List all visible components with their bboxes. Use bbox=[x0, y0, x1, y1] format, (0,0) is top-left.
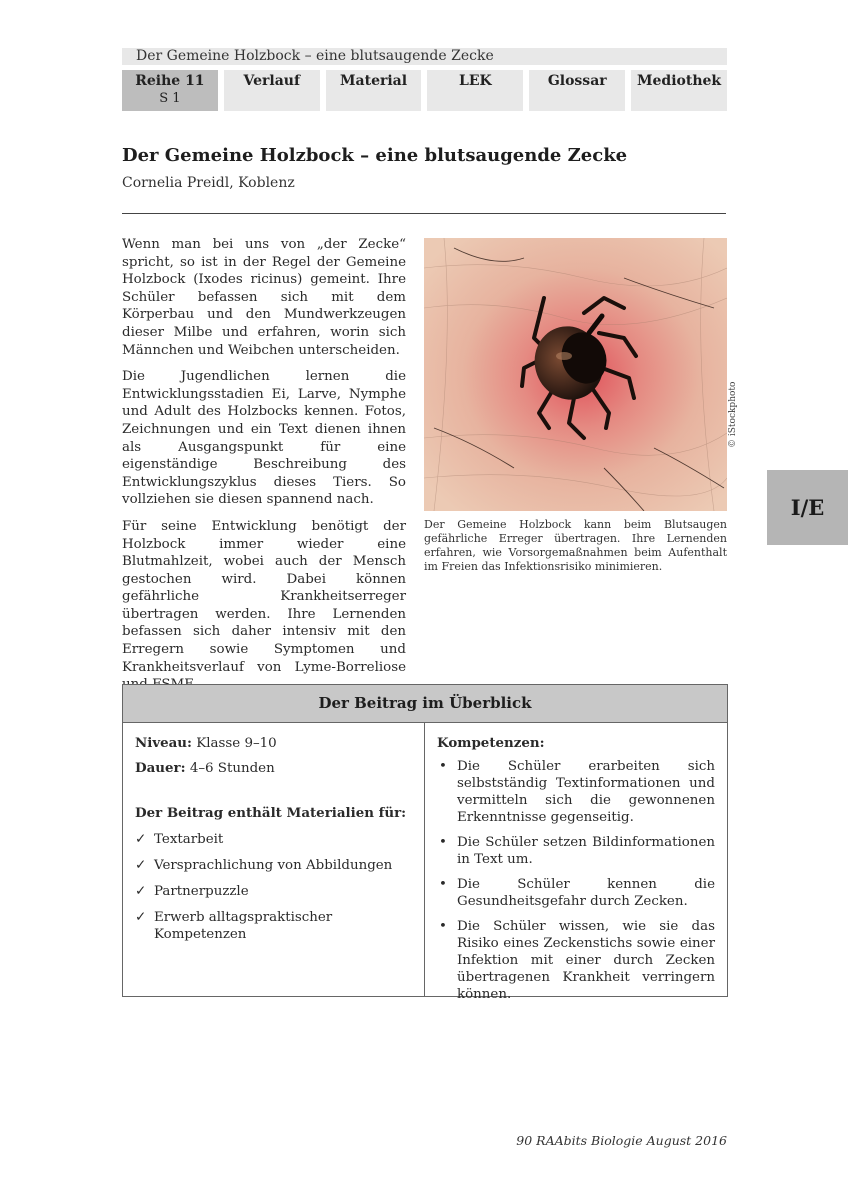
nav-tab-material[interactable]: Material bbox=[326, 70, 422, 111]
overview-left-column bbox=[123, 723, 425, 997]
list-item: • Die Schüler erarbeiten sich selbstständig Textinformationen und vermitteln sich die gewonnenen Erkenntnisse gegenseitig. bbox=[439, 759, 715, 825]
nav-tab-reihe-page: S 1 bbox=[159, 91, 181, 106]
nav-tab-verlauf[interactable]: Verlauf bbox=[224, 70, 320, 111]
niveau-label: Niveau: bbox=[135, 735, 192, 751]
checkmark-icon: ✓ bbox=[135, 884, 147, 899]
bullet-icon: • bbox=[439, 759, 447, 774]
section-side-tab: I/E bbox=[767, 470, 848, 545]
list-item: ✓ Textarbeit bbox=[135, 832, 224, 847]
list-item: ✓ Erwerb alltagspraktischer Kompetenzen bbox=[135, 910, 333, 942]
dauer-line bbox=[135, 760, 412, 777]
list-item: • Die Schüler wissen, wie sie das Risiko eines Zeckenstichs sowie einer Infektion mit einer durch Zecken übertragenen Krankheit verringern können. bbox=[439, 919, 715, 1002]
nav-tab-mediothek[interactable]: Mediothek bbox=[631, 70, 727, 111]
title-divider bbox=[122, 213, 726, 214]
running-header: Der Gemeine Holzbock – eine blutsaugende Zecke bbox=[122, 48, 727, 65]
tick-photo bbox=[424, 238, 727, 511]
article-title: Der Gemeine Holzbock – eine blutsaugende Zecke bbox=[122, 145, 628, 166]
intro-paragraph-1: Wenn man bei uns von „der Zecke“ spricht, so ist in der Regel der Gemeine Holzbock (Ixodes ricinus) gemeint. Ihre Schüler befassen sich mit dem Körperbau und den Mundwerkzeugen dieser Milbe und erfahren, worin sich Männchen und Weibchen unterscheiden. bbox=[122, 237, 406, 358]
nav-tab-reihe-label: Reihe 11 bbox=[135, 73, 205, 89]
overview-right-column bbox=[425, 723, 727, 1002]
overview-heading: Der Beitrag im Überblick bbox=[123, 685, 727, 723]
list-item: • Die Schüler setzen Bildinformationen in Text um. bbox=[439, 835, 715, 867]
materials-list bbox=[135, 831, 412, 943]
checkmark-icon: ✓ bbox=[135, 832, 147, 847]
intro-paragraph-3: Für seine Entwicklung benötigt der Holzbock immer wieder eine Blutmahlzeit, wobei auch der Mensch gestochen wird. Dabei können gefährliche Krankheitserreger übertragen werden. Ihre Lernenden befassen sich daher intensiv mit den Erregern sowie Symptomen und Krankheitsverlauf von Lyme-Borreliose bbox=[122, 518, 406, 675]
dauer-value: 4–6 Stunden bbox=[189, 761, 275, 776]
nav-tab-reihe[interactable] bbox=[122, 70, 218, 111]
competences-list bbox=[437, 758, 715, 1003]
dauer-label: Dauer: bbox=[135, 760, 186, 776]
intro-text bbox=[122, 236, 406, 703]
checkmark-icon: ✓ bbox=[135, 910, 147, 925]
nav-tab-lek[interactable]: LEK bbox=[427, 70, 523, 111]
list-item: ✓ Partnerpuzzle bbox=[135, 884, 249, 899]
photo-credit: © iStockphoto bbox=[728, 381, 738, 448]
niveau-value: Klasse 9–10 bbox=[196, 736, 277, 751]
list-item: ✓ Versprachlichung von Abbildungen bbox=[135, 858, 393, 873]
page-footer: 90 RAAbits Biologie August 2016 bbox=[516, 1133, 727, 1148]
bullet-icon: • bbox=[439, 877, 447, 892]
nav-tab-glossar[interactable]: Glossar bbox=[529, 70, 625, 111]
niveau-line bbox=[135, 735, 412, 752]
checkmark-icon: ✓ bbox=[135, 858, 147, 873]
section-nav bbox=[122, 70, 727, 111]
article-author: Cornelia Preidl, Koblenz bbox=[122, 175, 295, 191]
intro-paragraph-2: Die Jugendlichen lernen die Entwicklungsstadien Ei, Larve, Nymphe und Adult des Holzbocks kennen. Fotos, Zeichnungen und ein Text dienen ihnen als Ausgangspunkt für eine eigenständige Beschreibung des Entwicklungszyklus dieses Tiers. So vollziehen sie diesen spannend nach. bbox=[122, 369, 406, 508]
overview-box bbox=[122, 684, 728, 1002]
overview-body bbox=[123, 723, 727, 1002]
materials-heading: Der Beitrag enthält Materialien für: bbox=[135, 805, 407, 821]
photo-caption: Der Gemeine Holzbock kann beim Blutsaugen gefährliche Erreger übertragen. Ihre Lernenden erfahren, wie Vorsorgemaßnahmen beim Aufenthalt im Freien das Infektionsrisiko minimieren. bbox=[424, 518, 727, 573]
bullet-icon: • bbox=[439, 919, 447, 934]
list-item: • Die Schüler kennen die Gesundheitsgefahr durch Zecken. bbox=[439, 877, 715, 909]
bullet-icon: • bbox=[439, 835, 447, 850]
competences-heading: Kompetenzen: bbox=[437, 735, 545, 751]
